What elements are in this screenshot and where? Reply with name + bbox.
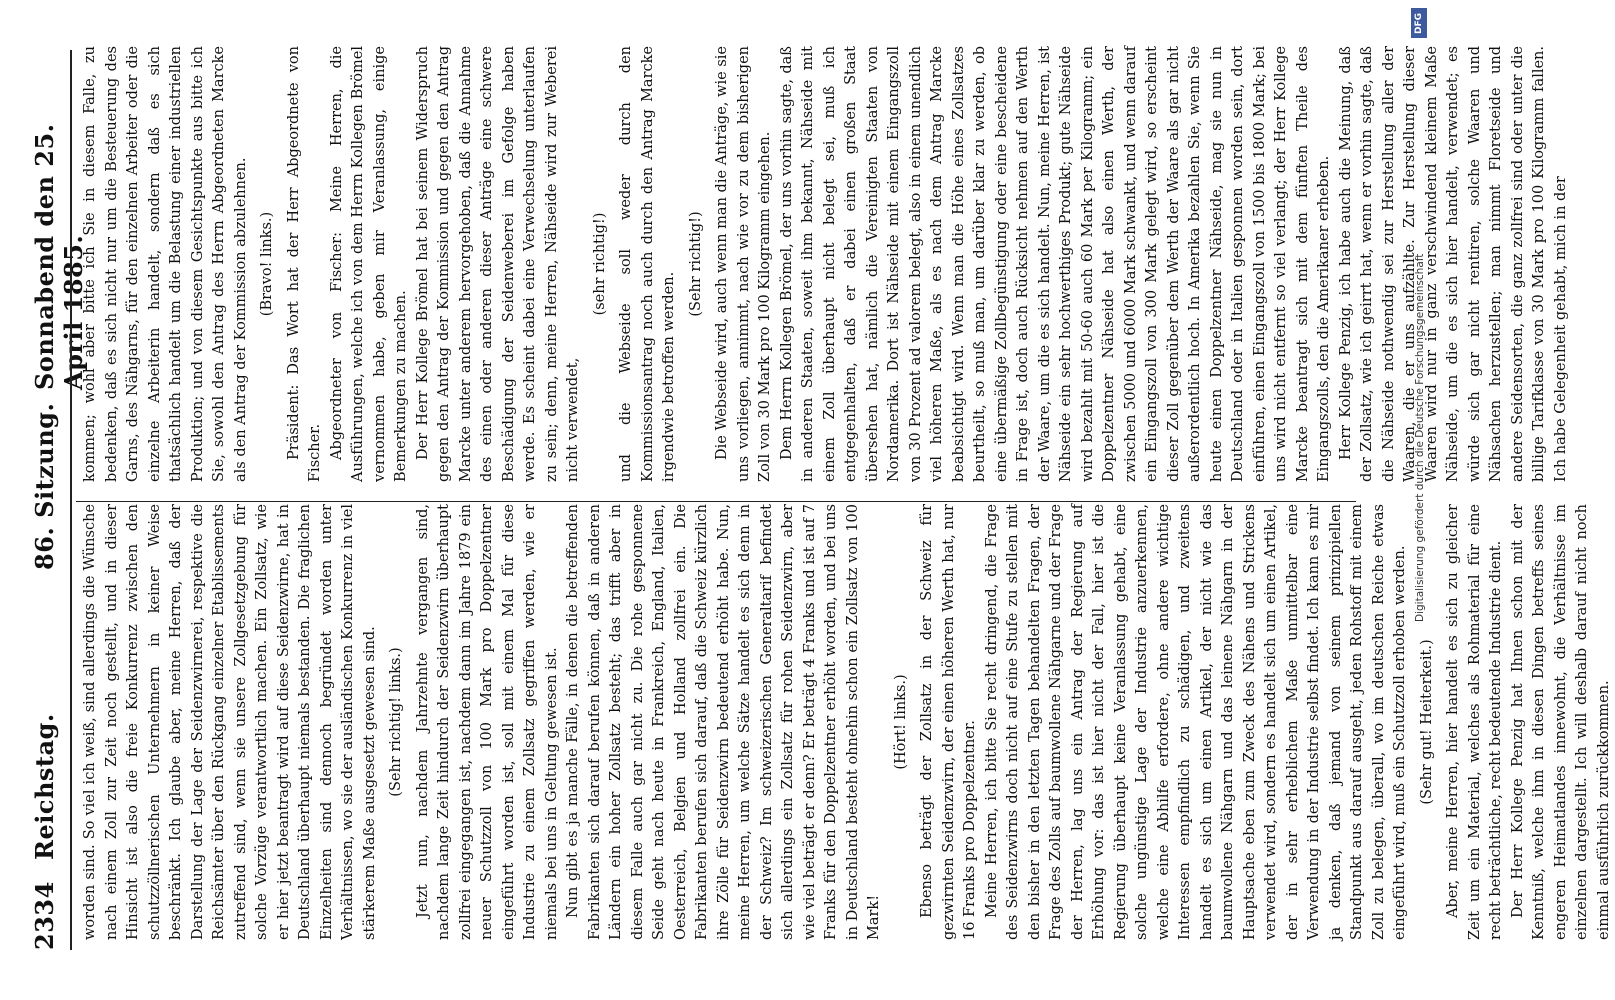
header-rule	[70, 50, 72, 950]
paragraph: Abgeordneter von Fischer: Meine Herren, die Ausführungen, welche ich von dem Herrn Kollegen Brömel vernommen habe, geben mir Veranlassung, einige Bemerkungen zu machen.	[328, 46, 409, 482]
left-column	[80, 504, 1612, 940]
paragraph: und die Webseide soll weder durch den Kommissionsantrag noch auch durch den Antrag Marcke irgendwie betroffen werden.	[618, 46, 677, 482]
interjection: (sehr richtig!)	[591, 212, 608, 316]
paragraph: Herr Kollege Penzig, ich habe auch die Meinung, daß der Zollsatz, wie ich geirrt hat, wenn er vorhin sagte, daß die Nähseide nothwendig sei zur Herstellung aller der Waaren, die er uns aufzählte. Zur Herstellung dieser Waaren wird nur in ganz verschwindend kleinem Maße Nähseide, um die es sich hier handelt, verwendet; es würde sich gar nicht rentiren, solche Waaren und Nähsachen herzustellen; man nimmt Floretseide und andere Seidensorten, die ganz zollfrei sind oder unter die billige Tarifklasse von 30 Mark pro 100 Kilogramm fallen. Ich habe Gelegenheit gehabt, mich in der	[1337, 46, 1569, 482]
session-label: 86. Sitzung.	[30, 402, 59, 570]
paragraph: Dem Herrn Kollegen Brömel, der uns vorhin sagte, daß in anderen Staaten, soweit ihm bekannt, Nähseide mit einem Zoll überhaupt nicht belegt sei, muß ich entgegenhalten, daß er dabei einen großen Staat übersehen hat, nämlich die Vereinigten Staaten von Nordamerika. Dort ist Nähseide mit einem Eingangszoll von 30 Prozent ad valorem belegt, also in einem unendlich viel höheren Maße, als es nach dem Antrag Marcke beabsichtigt wird. Wenn man die Höhe eines Zollsatzes beurtheilt, so muß man, um darüber klar zu werden, ob eine übermäßige Zollbegünstigung oder eine bescheidene in Frage ist, doch auch Rücksicht nehmen auf den Werth der Waare, um die es sich handelt. Nun, meine Herren, ist Nähseide ein sehr hochwerthiges Produkt; gute Nähseide wird bezahlt mit 50-60 auch 60 Mark per Kilogramm; ein Doppelzentner Nähseide hat also einen Werth, der zwischen 5000 und 6000 Mark schwankt, und wenn darauf ein Eingangszoll von 300 Mark gelegt wird, so erscheint dieser Zoll gegenüber dem Werth der Waare als gar nicht außerordentlich hoch. In Amerika bezahlen Sie, wenn Sie heute einen Doppelzentner Nähseide, mag sie nun in Deutschland oder in Italien gesponnen worden sein, dort einführen, einen Eingangszoll von 1500 bis 1800 Mark; bei uns wird nicht entfernt so viel verlangt; der Herr Kollege Marcke beantragt sich mit dem fünften Theile des Eingangszolls, den die Amerikaner erheben.	[778, 46, 1332, 482]
paragraph: kommen; wohl aber bitte ich Sie in diesem Falle, zu bedenken, daß es sich nicht nur um die Besteuerung des Garns, des Nähgarns, für den einzelnen Arbeiter oder die einzelne Arbeiterin handelt, sondern daß es sich thatsächlich handelt um die Belastung einer industriellen Produktion; und von diesem Gesichtspunkte aus bitte ich Sie, sowohl den Antrag des Herrn Abgeordneten Marcke als den Antrag der Kommission abzulehnen.	[82, 46, 249, 482]
paragraph: Nun gibt es ja manche Fälle, in denen die betreffenden Fabrikanten sich darauf berufen können, daß in anderen Ländern ein hoher Zollsatz besteht; das trifft aber in diesem Falle auch gar nicht zu. Die rohe gesponnene Seide geht nach heute in Frankreich, England, Italien, Oesterreich, Belgien und Holland zollfrei ein. Die Fabrikanten berufen sich darauf, daß die Schweiz kürzlich ihre Zölle für Seidenzwirn bedeutend erhöht habe. Nun, meine Herren, um welche Sätze handelt es sich denn in der Schweiz? Im schweizerischen Generaltarif befindet sich allerdings ein Zollsatz für rohen Seidenzwirn, aber wie viel beträgt er denn? Er beträgt 4 Franks und ist auf 7 Franks für den Doppelzentner erhöht worden, und bei uns in Deutschland besteht ohnehin schon ein Zollsatz von 100 Mark!	[565, 504, 882, 940]
session-date: Sonnabend den 25. April 1885.	[30, 123, 88, 390]
interjection: (Bravo! links.)	[259, 211, 275, 317]
interjection: (Hört! links.)	[892, 674, 909, 770]
interjection: (Sehr gut! Heiterkeit.)	[1418, 639, 1435, 805]
column-divider	[76, 501, 1356, 502]
dfg-logo: DFG	[1411, 8, 1427, 38]
paragraph: Meine Herren, ich bitte Sie recht dringend, die Frage des Seidenzwirns doch nicht auf eine Stufe zu stellen mit den bisher in den letzten Tagen behandelten Fragen, der Frage des Zolls auf baumwollene Nähgarne und der Frage der Herren, lag uns ein Antrag der Regierung auf Erhöhung vor: das ist hier nicht der Fall, hier ist die Regierung überhaupt keine Veranlassung gehabt, eine solche ungünstige Lage der Industrie anzuerkennen, welche eine Abhilfe erfordere, ohne andere wichtige Interessen empfindlich zu schädigen, und zweitens handelt es sich um einen Artikel, der nicht wie das baumwollene Nähgarn und das leinene Nähgarn in der Hauptsache eben zum Zweck des Nähens und Strickens verwendet wird, sondern es handelt sich um einen Artikel, der in sehr erheblichem Maße unmittelbar eine Verwendung in der Industrie selbst findet. Ich kann es mir ja denken, daß jemand von seinem prinzipiellen Standpunkt aus darauf ausgeht, jeden Rohstoff mit einem Zoll zu belegen, überall, wo im deutschen Reiche etwas eingeführt wird, muß ein Schutzzoll erhoben werden.	[983, 504, 1408, 940]
interjection: (Sehr richtig!)	[687, 211, 704, 317]
paragraph: Aber, meine Herren, hier handelt es sich zu gleicher Zeit um ein Material, welches als Rohmaterial für eine recht beträchtliche, recht bedeutende Industrie dient.	[1445, 504, 1504, 940]
paragraph: Präsident: Das Wort hat der Herr Abgeordnete von Fischer.	[285, 46, 323, 482]
digitization-credit: Digitalisierung gefördert durch die Deutsche Forschungsgemeinschaft	[1414, 253, 1426, 622]
page-number: 2334	[30, 881, 59, 950]
page-header	[30, 50, 88, 950]
paragraph: Jetzt nun, nachdem Jahrzehnte vergangen sind, nachdem lange Zeit hindurch der Seidenzwirn überhaupt zollfrei eingegangen ist, nachdem dann im Jahre 1879 ein neuer Schutzzoll von 100 Mark pro Doppelzentner eingeführt worden ist, soll mit einem Mal für diese Industrie zu einem Zollsatz gegriffen werden, wie er niemals bei uns in Geltung gewesen ist.	[414, 504, 560, 940]
running-title: Reichstag.	[30, 713, 59, 860]
interjection: (Sehr richtig! links.)	[388, 647, 404, 797]
paragraph: Der Herr Kollege Brömel hat bei seinem Widerspruch gegen den Antrag der Kommission und gegen den Antrag Marcke unter anderem hervorgehoben, daß die Annahme des einen oder anderen dieser Anträge eine schwere Beschädigung der Seidenweberei im Gefolge haben werde. Es scheint dabei eine Verwechselung unterlaufen zu sein; denn, meine Herren, Nähseide wird zur Weberei nicht verwendet,	[414, 46, 581, 482]
paragraph: Die Webseide wird, auch wenn man die Anträge, wie sie uns vorliegen, annimmt, nach wie vor zu dem bisherigen Zoll von 30 Mark pro 100 Kilogramm eingehen.	[714, 46, 773, 482]
paragraph: Ebenso beträgt der Zollsatz in der Schweiz für gezwirnten Seidenzwirn, der einen höheren Werth hat, nur 16 Franks pro Doppelzentner.	[919, 504, 978, 940]
paragraph: worden sind. So viel ich weiß, sind allerdings die Wünsche nach einem Zoll zur Zeit noch gestellt, und in dieser Hinsicht ist also die freie Konkurrenz zwischen den schutzzöllnerischen Unternehmern in keiner Weise beschränkt. Ich glaube aber, meine Herren, daß der Darstellung der Lage der Seidenzwirnerei, respektive die Reichsämter über den Rückgang einzelner Etablissements zutreffend sind, wenn sie unsere Zollgesetzgebung für solche Vorzüge verantwortlich machen. Ein Zollsatz, wie er hier jetzt beantragt wird auf diese Seidenzwirne, hat in Deutschland überhaupt niemals bestanden. Die fraglichen Einzelheiten sind dennoch begründet worden unter Verhältnissen, wo sie der ausländischen Konkurrenz in viel stärkerem Maße ausgesetzt gewesen sind.	[82, 504, 378, 940]
paragraph: Der Herr Kollege Penzig hat Ihnen schon mit der Kenntniß, welche ihm in diesen Dingen betreffs seines engeren Heimatlandes innewohnt, die Verhältnisse im einzelnen dargestellt. Ich will deshalb darauf nicht noch einmal ausführlich zurückkommen.	[1509, 504, 1612, 940]
